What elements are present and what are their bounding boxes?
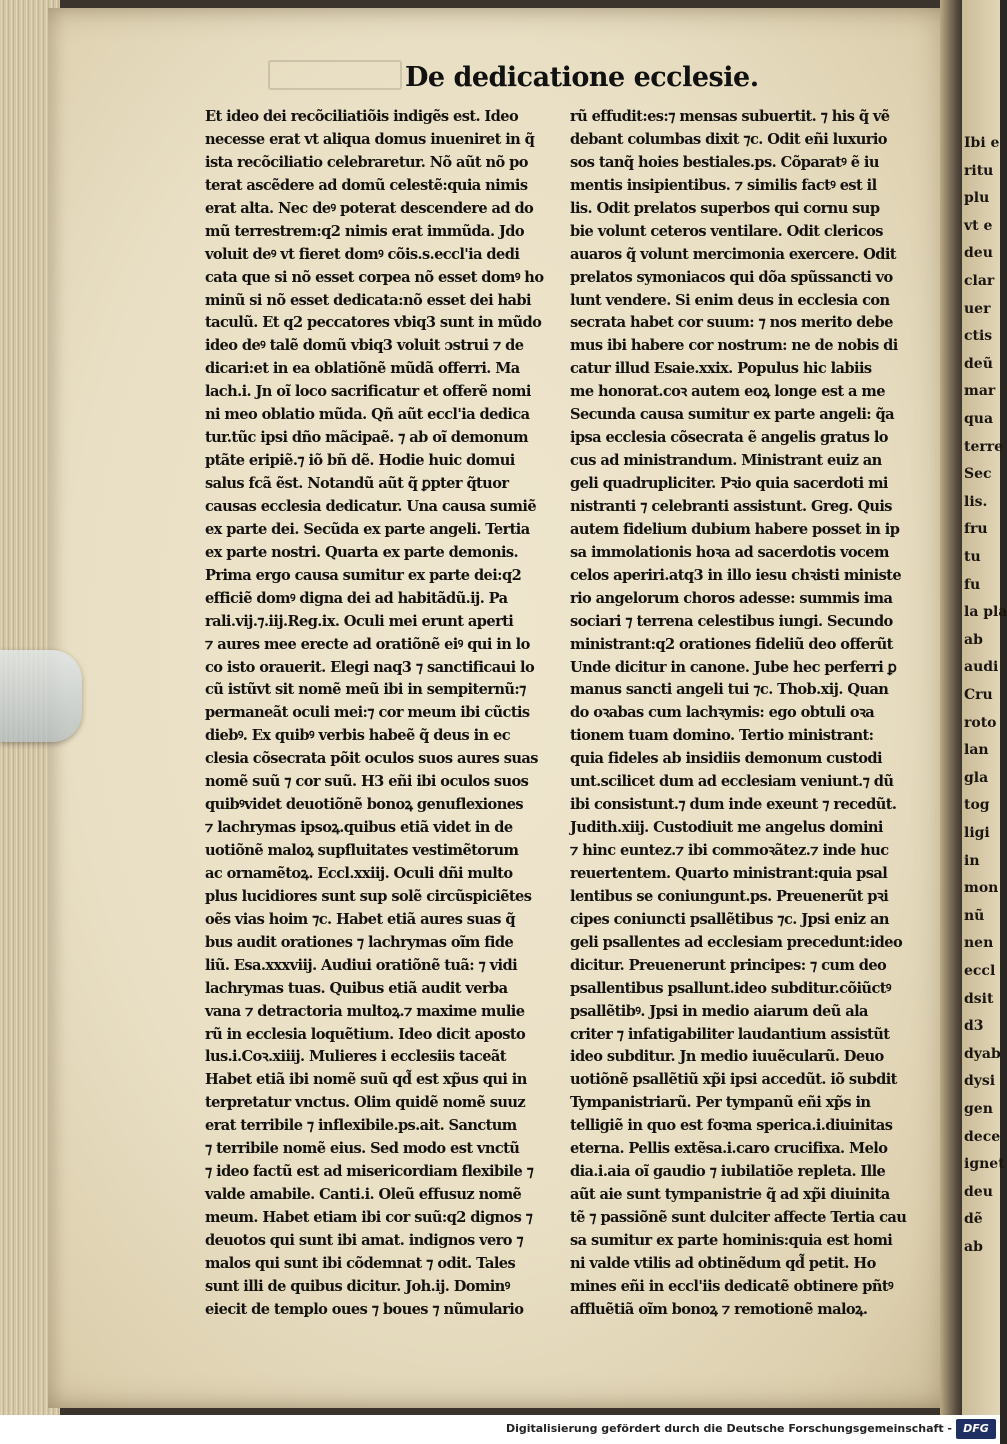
- text-line: nomẽ suũ ⁊ cor suũ. H3 eñi ibi oculos suos: [205, 773, 529, 791]
- text-line: reuertentem. Quarto ministrant:quia psal: [570, 864, 888, 882]
- text-line: psallẽtibꝰ. Jpsi in medio aiarum deũ ala: [570, 1002, 868, 1020]
- facing-page-fragment: deũ: [964, 355, 993, 372]
- text-line: Secunda causa sumitur ex parte angeli: q̃a: [570, 406, 895, 424]
- text-line: quia fideles ab insidiis demonum custodi: [570, 750, 882, 768]
- facing-page-fragment: ab: [964, 1239, 983, 1255]
- facing-page-fragment: terre: [964, 438, 1004, 455]
- facing-page-fragment: fu: [964, 576, 981, 593]
- text-line: ⁊ aures mee erecte ad oratiõnẽ eiꝰ qui in lo: [205, 635, 530, 653]
- facing-page-fragment: ab: [964, 631, 983, 648]
- footer-bar: [0, 1415, 1000, 1444]
- text-line: Unde dicitur in canone. Jube hec perferri ꝑ: [570, 658, 897, 676]
- text-line: sunt illi de quibus dicitur. Joh.ij. Dominꝰ: [205, 1277, 510, 1295]
- text-line: Tympanistriarũ. Per tympanũ eñi xp̃s in: [570, 1094, 871, 1112]
- text-line: diebꝰ. Ex quibꝰ verbis habeẽ q̃ deus in ec: [205, 727, 511, 745]
- text-line: terat ascẽdere ad domũ celestẽ:quia nimis: [205, 176, 528, 194]
- text-line: lis. Odit prelatos superbos qui cornu sup: [570, 199, 880, 217]
- facing-page-fragment: lis.: [964, 493, 988, 510]
- text-line: rali.vij.⁊.iij.Reg.ix. Oculi mei erunt aperti: [205, 612, 514, 630]
- facing-page-fragment: audi: [964, 659, 999, 676]
- footer-credit: Digitalisierung gefördert durch die Deutsche Forschungsgemeinschaft -: [505, 1422, 952, 1435]
- text-line: Prima ergo causa sumitur ex parte dei:q2: [205, 566, 522, 584]
- text-line: ideo deꝰ talẽ domũ vbiq3 voluit ɔstrui ⁊ de: [205, 337, 524, 355]
- text-line: erat alta. Nec deꝰ poterat descendere ad do: [205, 199, 534, 217]
- facing-page-fragment: Cru: [964, 687, 993, 703]
- text-line: ⁊ hinc euntez.⁊ ibi commoꝛãtez.⁊ inde huc: [570, 842, 889, 859]
- facing-page-fragment: roto: [964, 714, 997, 731]
- facing-page-fragment: in: [964, 852, 980, 869]
- text-line: lunt vendere. Si enim deus in ecclesia con: [570, 291, 890, 309]
- text-line: rũ in ecclesia loquẽtium. Ideo dicit aposto: [205, 1025, 526, 1043]
- text-line: sa sumitur ex parte hominis:quia est homi: [570, 1231, 893, 1249]
- text-line: valde amabile. Canti.i. Oleũ effusuz nomẽ: [205, 1186, 522, 1204]
- text-line: sos tanq̃ hoies bestiales.ps. Cõparatꝰ ẽ iu: [570, 153, 879, 171]
- text-line: meum. Habet etiam ibi cor suũ:q2 dignos ⁊: [205, 1209, 533, 1226]
- facing-page-fragment: la pla: [964, 604, 1007, 621]
- text-line: ideo subditur. Jn medio iuuẽcularũ. Deuo: [570, 1048, 884, 1066]
- text-line: dia.i.aia oĩ gaudio ⁊ iubilatiõe repleta. Ille: [570, 1163, 886, 1181]
- text-line: Judith.xiij. Custodiuit me angelus domini: [570, 819, 883, 837]
- facing-page-fragment: uer: [964, 300, 991, 317]
- text-line: ⁊ lachrymas ipsoꝝ.quibus etiã videt in de: [205, 819, 513, 837]
- text-line: ex parte nostri. Quarta ex parte demonis.: [205, 543, 519, 561]
- page-clip: [0, 650, 82, 742]
- text-line: eiecit de templo oues ⁊ boues ⁊ nũmulario: [205, 1300, 524, 1318]
- text-line: dicari:et in ea oblatiõnẽ mũdã offerri. Ma: [205, 360, 520, 378]
- text-line: cũ istũvt sit nomẽ meũ ibi in sempiternũ:⁊: [205, 681, 526, 699]
- text-line: cata que si nõ esset corpea nõ esset domꝰ ho: [205, 268, 544, 286]
- text-line: liũ. Esa.xxxviij. Audiui oratiõnẽ tuã: ⁊ vidi: [205, 956, 518, 974]
- text-line: affluẽtiã oĩm bonoꝝ ⁊ remotionẽ maloꝝ.: [570, 1300, 868, 1318]
- text-line: oẽs vias hoim ⁊c. Habet etiã aures suas q̃: [205, 910, 515, 928]
- facing-page-fragment: Sec: [964, 466, 992, 483]
- text-line: cus ad ministrandum. Ministrant euiz an: [570, 452, 882, 470]
- text-line: ista recõciliatio celebraretur. Nõ aũt nõ po: [205, 153, 528, 171]
- left-text-column: [205, 106, 557, 1322]
- text-line: ni meo oblatio mũda. Qñ aũt eccl'ia dedica: [205, 406, 530, 424]
- text-line: ptãte eripiẽ.⁊ iõ bñ dẽ. Hodie huic domui: [205, 452, 515, 470]
- text-line: do oꝛabas cum lachꝛymis: ego obtuli oꝛa: [570, 704, 875, 722]
- text-line: secrata habet cor suum: ⁊ nos merito debe: [570, 314, 893, 332]
- facing-page-fragment: ligi: [964, 825, 990, 841]
- faint-show-through: [268, 60, 402, 90]
- text-line: necesse erat vt aliqua domus inueniret in q̃: [205, 130, 535, 148]
- text-line: efficiẽ domꝰ digna dei ad habitãdũ.ij. Pa: [205, 589, 508, 607]
- text-line: clesia cõsecrata põit oculos suos aures suas: [205, 750, 538, 768]
- facing-page-edge: [962, 0, 1007, 1415]
- facing-page-fragment: Ibi e: [964, 135, 1000, 151]
- facing-page-fragment: dsit: [964, 990, 994, 1007]
- text-line: ex parte dei. Secũda ex parte angeli. Tertia: [205, 520, 530, 538]
- facing-page-fragment: tog: [964, 797, 990, 814]
- text-line: uotiõnẽ psallẽtiũ xp̃i ipsi accedũt. iõ subdit: [570, 1071, 897, 1089]
- facing-page-fragment: plu: [964, 190, 990, 207]
- facing-page-fragment: dyab: [964, 1045, 1001, 1062]
- facing-page-fragment: mar: [964, 383, 996, 400]
- text-line: vana ⁊ detractoria multoꝝ.⁊ maxime mulie: [205, 1002, 525, 1020]
- text-line: malos qui sunt ibi cõdemnat ⁊ odit. Tales: [205, 1254, 516, 1272]
- text-line: taculũ. Et q2 peccatores vbiq3 sunt in mũdo: [205, 314, 542, 332]
- text-line: ipsa ecclesia cõsecrata ẽ angelis gratus lo: [570, 429, 888, 447]
- text-line: permaneãt oculi mei:⁊ cor meum ibi cũctis: [205, 704, 530, 722]
- text-line: uotiõnẽ maloꝝ supfluitates vestimẽtorum: [205, 842, 519, 859]
- text-line: salus fcã ẽst. Notandũ aũt q̃ ꝑpter q̃tuor: [205, 475, 509, 492]
- text-line: manus sancti angeli tui ⁊c. Thob.xij. Quan: [570, 681, 889, 699]
- text-line: geli psallentes ad ecclesiam precedunt:ideo: [570, 933, 903, 951]
- text-line: lach.i. Jn oĩ loco sacrificatur et offerẽ nomi: [205, 383, 531, 401]
- text-line: me honorat.coꝛ autem eoꝝ longe est a me: [570, 383, 885, 401]
- text-line: lachrymas tuas. Quibus etiã audit verba: [205, 979, 508, 997]
- text-line: ministrant:q2 orationes fideliũ deo offerũt: [570, 635, 893, 653]
- text-line: co isto orauerit. Elegi naq3 ⁊ sanctificaui lo: [205, 658, 535, 676]
- text-line: ⁊ ideo factũ est ad misericordiam flexibile ⁊: [205, 1163, 534, 1181]
- facing-page-fragment: tu: [964, 549, 981, 565]
- text-line: telligiẽ in quo est foꝛma sperica.i.diuinitas: [570, 1117, 893, 1135]
- text-line: tur.tũc ipsi dño mãcipaẽ. ⁊ ab oĩ demonum: [205, 429, 528, 447]
- text-line: nistranti ⁊ celebranti assistunt. Greg. Quis: [570, 497, 892, 515]
- facing-page-fragment: eccl: [964, 963, 996, 979]
- text-line: causas ecclesia dedicatur. Una causa sumiẽ: [205, 497, 537, 515]
- text-line: terpretatur vnctus. Olim quidẽ nomẽ suuz: [205, 1094, 526, 1112]
- facing-page-fragment: mon: [964, 880, 999, 897]
- text-line: sa immolationis hoꝛa ad sacerdotis vocem: [570, 543, 889, 561]
- dfg-logo: DFG: [956, 1419, 996, 1439]
- text-line: mũ terrestrem:q2 nimis erat immũda. Jdo: [205, 222, 525, 240]
- text-line: cipes coniuncti psallẽtibus ⁊c. Jpsi eniz an: [570, 910, 889, 928]
- text-line: ac ornamẽtoꝝ. Eccl.xxiij. Oculi dñi multo: [205, 864, 513, 882]
- facing-page-fragment: deu: [964, 1183, 993, 1200]
- facing-page-fragment: vt e: [964, 217, 993, 234]
- text-line: voluit deꝰ vt fieret domꝰ cõis.s.eccl'ia dedi: [205, 245, 520, 263]
- text-line: dicitur. Preuenerunt principes: ⁊ cum deo: [570, 956, 887, 974]
- facing-page-fragment: ctis: [964, 328, 993, 345]
- facing-page-fragment: qua: [964, 411, 994, 427]
- facing-page-fragment: dece: [964, 1128, 1001, 1145]
- text-line: aũt aie sunt tympanistrie q̃ ad xp̃i diuinita: [570, 1186, 890, 1204]
- text-line: tionem tuam domino. Tertio ministrant:: [570, 727, 874, 745]
- text-line: ni valde vtilis ad obtinẽdum qd̃ petit. Ho: [570, 1254, 876, 1272]
- text-line: bus audit orationes ⁊ lachrymas oĩm fide: [205, 933, 514, 951]
- text-line: ibi consistunt.⁊ dum inde exeunt ⁊ recedũt.: [570, 796, 897, 814]
- text-line: debant columbas dixit ⁊c. Odit eñi luxurio: [570, 130, 887, 148]
- text-line: criter ⁊ infatigabiliter laudantium assistũt: [570, 1025, 890, 1043]
- text-line: bie volunt ceteros ventilare. Odit clericos: [570, 222, 883, 240]
- facing-page-fragment: ritu: [964, 162, 994, 179]
- text-line: mines eñi in eccl'iis dedicatẽ obtinere pñtꝰ: [570, 1277, 893, 1295]
- page-header: De dedicatione ecclesie.: [405, 62, 759, 93]
- text-line: lentibus se coniungunt.ps. Preuenerũt pꝛi: [570, 887, 889, 905]
- facing-page-fragment: fru: [964, 521, 988, 538]
- text-line: erat terribile ⁊ inflexibile.ps.ait. Sanctum: [205, 1117, 517, 1135]
- text-line: catur illud Esaie.xxix. Populus hic labiis: [570, 360, 872, 378]
- text-line: Habet etiã ibi nomẽ suũ qd̃ est xp̃us qui in: [205, 1071, 527, 1089]
- text-line: sociari ⁊ terrena celestibus iungi. Secundo: [570, 612, 893, 630]
- text-line: Et ideo dei recõciliatiõis indigẽs est. Ideo: [205, 108, 519, 125]
- text-line: minũ si nõ esset dedicata:nõ esset dei habi: [205, 291, 531, 309]
- facing-page-fragment: dẽ: [964, 1211, 983, 1228]
- text-line: mus ibi habere cor nostrum: ne de nobis di: [570, 337, 898, 355]
- facing-page-fragment: gen: [964, 1101, 993, 1117]
- text-line: autem fidelium dubium habere posset in ip: [570, 520, 900, 538]
- text-line: deuotos qui sunt ibi amat. indignos vero ⁊: [205, 1231, 524, 1249]
- facing-page-fragment: dysi: [964, 1073, 996, 1090]
- facing-page-fragment: gla: [964, 769, 989, 786]
- text-line: auaros q̃ volunt mercimonia exercere. Odit: [570, 245, 896, 263]
- text-line: quibꝰvidet deuotiõnẽ bonoꝝ genuflexiones: [205, 796, 524, 814]
- text-line: ⁊ terribile nomẽ eius. Sed modo est vnctũ: [205, 1140, 520, 1158]
- text-line: lus.i.Coꝛ.xiiij. Mulieres i ecclesiis taceãt: [205, 1048, 506, 1066]
- text-line: geli quadrupliciter. Pꝛio quia sacerdoti mi: [570, 475, 888, 492]
- facing-page-fragment: nũ: [964, 907, 985, 924]
- text-line: mentis insipientibus. ⁊ similis factꝰ est il: [570, 176, 877, 194]
- text-line: unt.scilicet dum ad ecclesiam veniunt.⁊ dũ: [570, 773, 894, 791]
- facing-page-fragment: deu: [964, 245, 993, 262]
- text-line: rũ effudit:es:⁊ mensas subuertit. ⁊ his q̃ vẽ: [570, 108, 890, 125]
- facing-page-fragment: ignet: [964, 1156, 1005, 1173]
- text-line: psallentibus psallunt.ideo subditur.cõiũctꝰ: [570, 979, 891, 997]
- text-line: prelatos symoniacos qui dõa spũssancti vo: [570, 268, 893, 286]
- text-line: plus lucidiores sunt sup solẽ circũspiciẽtes: [205, 887, 532, 905]
- facing-page-fragment: d3: [964, 1018, 984, 1035]
- facing-page-fragment: nen: [964, 935, 994, 952]
- facing-page-fragment: lan: [964, 742, 989, 759]
- text-line: rio angelorum choros adesse: summis ima: [570, 589, 893, 607]
- text-line: tẽ ⁊ passiõnẽ sunt dulciter affecte Tertia cau: [570, 1209, 907, 1226]
- text-line: celos aperiri.atq3 in illo iesu chꝛisti ministe: [570, 566, 902, 584]
- right-text-column: [570, 106, 932, 1322]
- text-line: eterna. Pellis extẽsa.i.caro crucifixa. Melo: [570, 1140, 888, 1158]
- facing-page-fragment: clar: [964, 273, 995, 289]
